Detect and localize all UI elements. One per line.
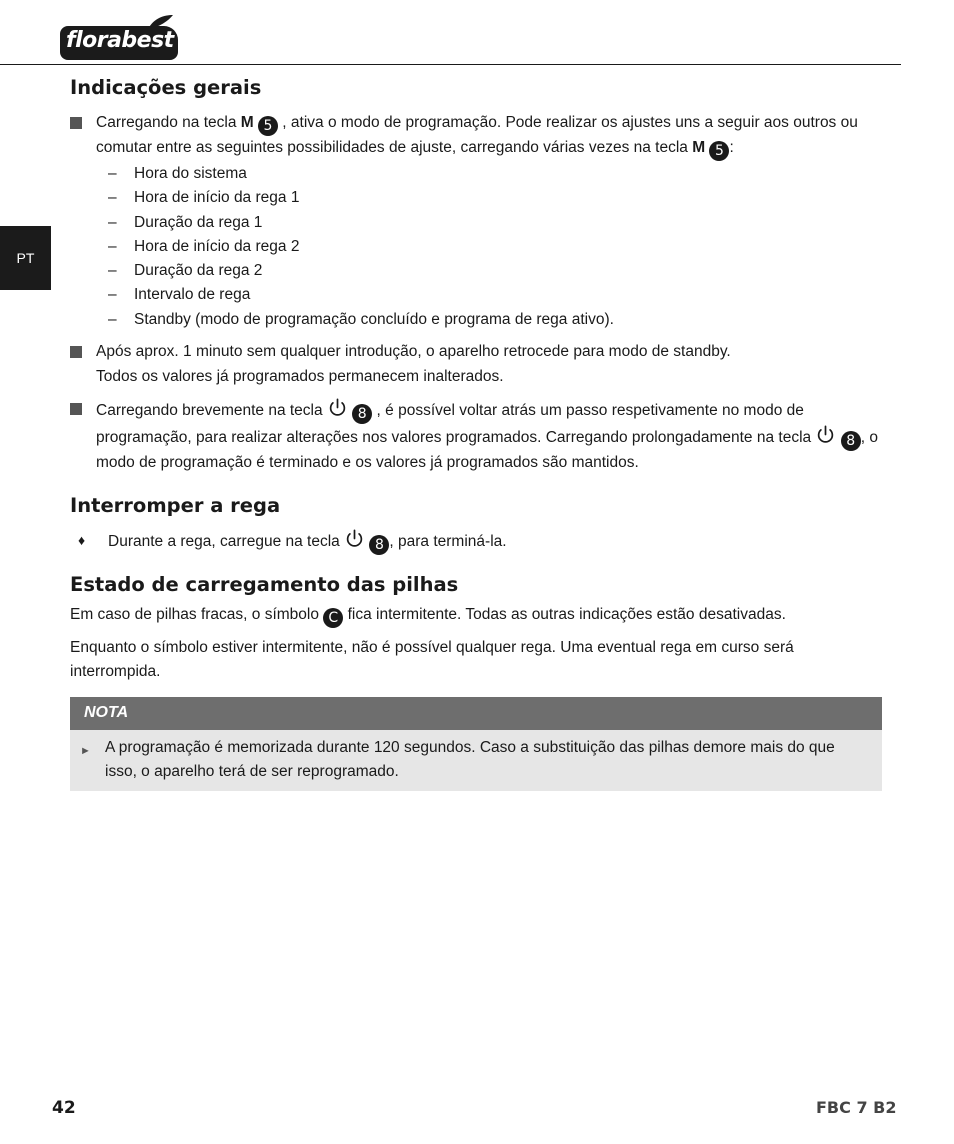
general-info-list [70, 111, 884, 476]
text: : [729, 139, 734, 156]
language-tab [0, 226, 51, 290]
option-item: – Hora de início da rega 2 [108, 235, 884, 259]
option-item: – Hora de início da rega 1 [108, 186, 884, 210]
option-item: – Standby (modo de programação concluído e programa de rega ativo). [108, 308, 884, 332]
number-badge-8: 8 [369, 535, 389, 555]
option-item: – Intervalo de rega [108, 283, 884, 307]
note-header-label: NOTA [84, 704, 129, 722]
text: Carregando brevemente na tecla [96, 402, 327, 420]
key-m: M [692, 139, 706, 156]
note-body [70, 730, 882, 791]
option-item: – Hora do sistema [108, 162, 884, 186]
list-item-programming-mode [70, 111, 884, 332]
logo-text: florabest [66, 28, 174, 53]
note-header [70, 697, 882, 730]
battery-paragraph-2: Enquanto o símbolo estiver intermitente, não é possível qualquer rega. Uma eventual rega em curso será interrompida. [70, 638, 794, 681]
text: , ativa o modo de programação. Pode realizar os ajustes uns a seguir aos outros ou comutar entre as seguintes possibilidades de ajuste, carregando várias vezes na tecla [96, 114, 858, 156]
power-icon [327, 397, 348, 418]
header-rule [0, 64, 901, 65]
diamond-bullet-icon: ♦ [78, 531, 86, 548]
battery-symbol-icon: C [323, 608, 343, 628]
text: fica intermitente. Todas as outras indicações estão desativadas. [343, 605, 786, 623]
text: Durante a rega, carregue na tecla [108, 532, 345, 550]
florabest-logo [60, 14, 180, 60]
list-item-standby-timeout [70, 340, 884, 389]
page-content [70, 72, 884, 791]
language-tab-label: PT [16, 250, 35, 266]
number-badge-5: 5 [709, 141, 729, 161]
number-badge-8: 8 [841, 431, 861, 451]
heading-estado-pilhas: Estado de carregamento das pilhas [70, 572, 459, 596]
number-badge-5: 5 [258, 116, 278, 136]
battery-paragraph-1 [70, 603, 884, 628]
note-text: A programação é memorizada durante 120 segundos. Caso a substituição das pilhas demore mais do que isso, o aparelho terá de ser reprogramado. [105, 738, 835, 781]
text: , é possível voltar atrás um passo respetivamente no modo de programação, para realizar alterações nos valores programados. Carregando prolongadamente na tecla [96, 402, 816, 447]
list-item-power-key [70, 397, 884, 476]
text: Carregando na tecla [96, 114, 241, 131]
text: Em caso de pilhas fracas, o símbolo [70, 605, 324, 623]
text: Todos os valores já programados permanecem inalterados. [96, 367, 504, 385]
text: Após aprox. 1 minuto sem qualquer introdução, o aparelho retrocede para modo de standby. [96, 343, 731, 361]
heading-interromper-rega: Interromper a rega [70, 493, 281, 517]
list-item-interrupt [70, 528, 884, 555]
power-icon [344, 528, 365, 549]
settings-options-list [108, 162, 884, 332]
power-icon [815, 424, 836, 445]
option-item: – Duração da rega 1 [108, 211, 884, 235]
model-number: FBC 7 B2 [816, 1098, 897, 1117]
note-box [70, 697, 882, 791]
text: , o modo de programação é terminado e os valores já programados são mantidos. [96, 429, 878, 472]
heading-indicacoes-gerais: Indicações gerais [70, 76, 262, 99]
option-item: – Duração da rega 2 [108, 259, 884, 283]
arrow-right-icon: ► [80, 744, 91, 757]
page-number: 42 [52, 1098, 76, 1118]
text: , para terminá-la. [389, 532, 507, 550]
number-badge-8: 8 [352, 404, 372, 424]
interrupt-list [70, 528, 884, 555]
key-m: M [240, 114, 254, 131]
